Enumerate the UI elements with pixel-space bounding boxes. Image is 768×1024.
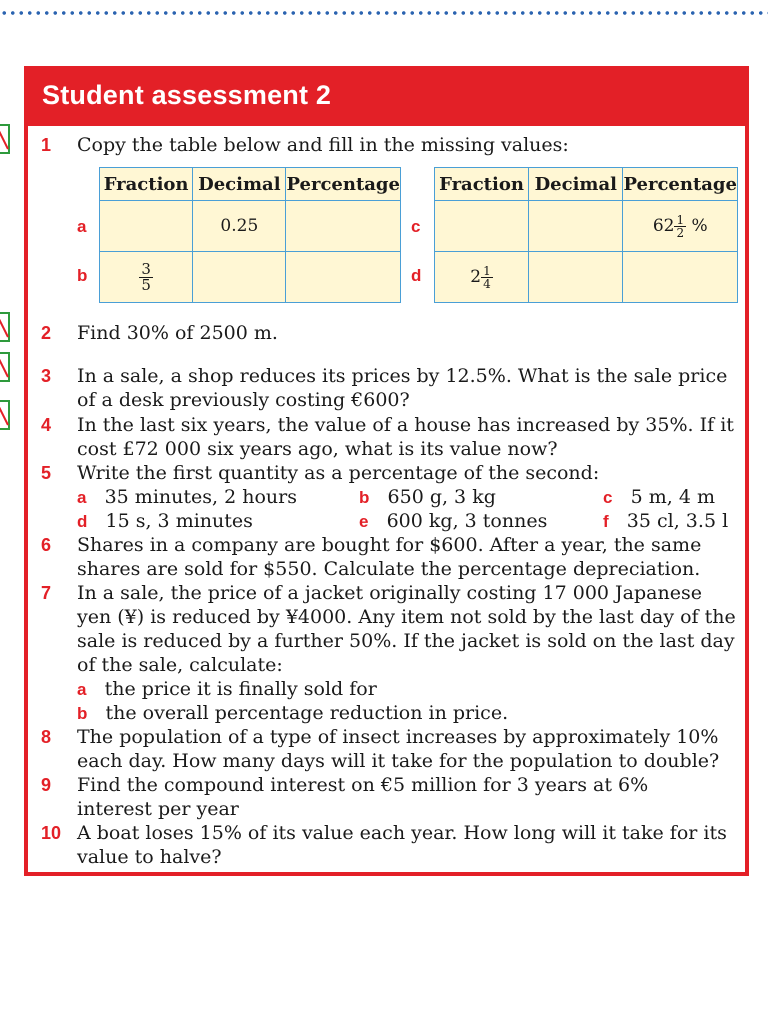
table-cell: 62 $\frac{1}{2}$ %: [623, 201, 738, 252]
table-cell: [100, 252, 193, 303]
question-text: of the sale, calculate:: [77, 654, 283, 676]
question-text: yen (¥) is reduced by ¥4000. Any item not sold by the last day of the: [77, 606, 736, 628]
table-cell: [193, 252, 286, 303]
question-text: The population of a type of insect increases by approximately 10%: [77, 726, 719, 748]
question-number: 7: [41, 583, 52, 603]
table-header: Decimal: [529, 168, 623, 201]
option-item: e 600 kg, 3 tonnes: [359, 510, 548, 532]
table-header: Fraction: [435, 168, 529, 201]
question-text: Shares in a company are bought for $600. After a year, the same: [77, 534, 702, 556]
option-item: c 5 m, 4 m: [603, 486, 715, 508]
question-text: In a sale, a shop reduces its prices by 12.5%. What is the sale price: [77, 365, 728, 387]
fraction-table-left: [99, 167, 401, 303]
table-cell: [623, 252, 738, 303]
fraction: $\frac{1}{2}$: [676, 212, 685, 240]
table-header: Fraction: [100, 168, 193, 201]
row-label-d: d: [411, 266, 422, 285]
panel-header: [28, 70, 745, 126]
fraction-table-right: [434, 167, 738, 303]
option-item: f 35 cl, 3.5 l: [603, 510, 729, 532]
table-header: Decimal: [193, 168, 286, 201]
question-text: Find 30% of 2500 m.: [77, 322, 278, 344]
question-number: 2: [41, 323, 52, 343]
table-cell: 0.25: [193, 201, 286, 252]
table-cell: [286, 252, 401, 303]
question-text: of a desk previously costing €600?: [77, 389, 410, 411]
table-cell: [529, 252, 623, 303]
question-text: Copy the table below and fill in the missing values:: [77, 134, 569, 156]
fraction: $\frac{1}{4}$: [483, 263, 491, 291]
question-number: 1: [41, 135, 52, 155]
question-number: 3: [41, 366, 52, 386]
question-text: value to halve?: [77, 846, 222, 868]
question-5-options: [28, 485, 748, 533]
row-label-b: b: [77, 266, 88, 285]
option-item: b 650 g, 3 kg: [359, 486, 496, 508]
question-text: In the last six years, the value of a house has increased by 35%. If it: [77, 414, 734, 436]
checkbox-icon[interactable]: [0, 312, 10, 342]
table-header: Percentage: [286, 168, 401, 201]
question-number: 4: [41, 415, 52, 435]
table-cell: [435, 201, 529, 252]
table-cell: [529, 201, 623, 252]
option-item: d 15 s, 3 minutes: [77, 510, 253, 532]
question-number: 5: [41, 463, 52, 483]
question-text: shares are sold for $550. Calculate the percentage depreciation.: [77, 558, 701, 580]
dotted-divider: [0, 10, 768, 16]
table-cell: 2 $\frac{1}{4}$: [435, 252, 529, 303]
question-text: interest per year: [77, 798, 239, 820]
question-text: A boat loses 15% of its value each year. How long will it take for its: [77, 822, 727, 844]
table-header: Percentage: [623, 168, 738, 201]
option-item: a the price it is finally sold for: [77, 678, 377, 700]
page-title: Student assessment 2: [42, 80, 332, 110]
question-text: cost £72 000 six years ago, what is its value now?: [77, 438, 558, 460]
assessment-panel: [24, 66, 749, 876]
question-text: sale is reduced by a further 50%. If the jacket is sold on the last day: [77, 630, 735, 652]
table-cell: [100, 201, 193, 252]
option-item: a 35 minutes, 2 hours: [77, 486, 297, 508]
option-item: b the overall percentage reduction in price.: [77, 702, 509, 724]
row-label-c: c: [411, 217, 421, 236]
table-cell: [286, 201, 401, 252]
question-number: 6: [41, 535, 52, 555]
question-text: each day. How many days will it take for the population to double?: [77, 750, 720, 772]
question-text: Find the compound interest on €5 million for 3 years at 6%: [77, 774, 649, 796]
question-number: 9: [41, 775, 52, 795]
fraction: $\frac{3}{5}$: [141, 259, 151, 294]
checkbox-icon[interactable]: [0, 352, 10, 382]
question-text: In a sale, the price of a jacket originally costing 17 000 Japanese: [77, 582, 702, 604]
question-number: 8: [41, 727, 52, 747]
row-label-a: a: [77, 217, 87, 236]
checkbox-icon[interactable]: [0, 124, 10, 154]
checkbox-icon[interactable]: [0, 400, 10, 430]
question-text: Write the first quantity as a percentage of the second:: [77, 462, 600, 484]
question-number: 10: [41, 823, 62, 843]
